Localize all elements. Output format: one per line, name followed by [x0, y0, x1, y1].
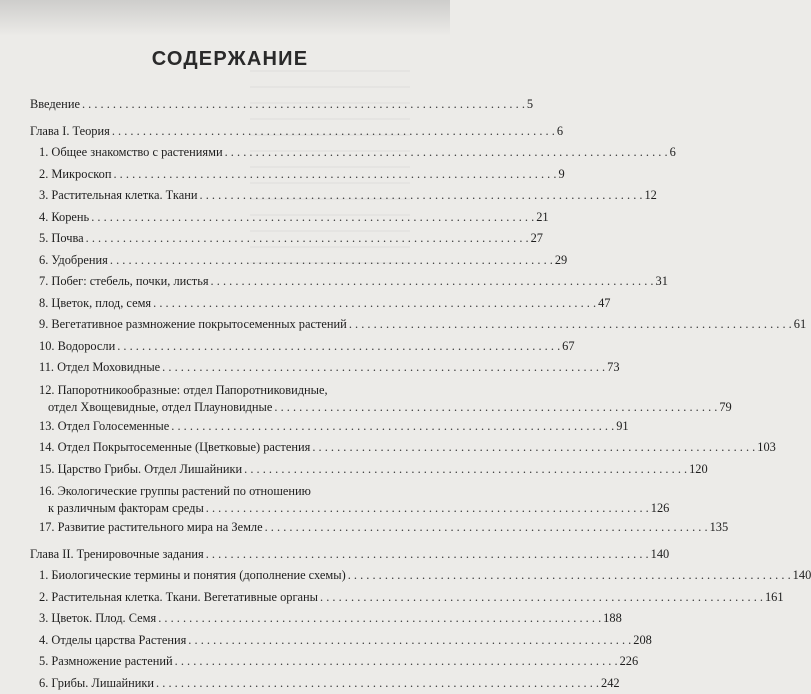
toc-entry-title: Введение — [30, 94, 80, 116]
toc-entry — [30, 271, 430, 293]
toc-entry — [30, 164, 430, 186]
toc-entry — [30, 142, 430, 164]
toc-entry — [30, 314, 430, 336]
leader-dots — [200, 185, 643, 207]
leader-dots — [153, 293, 596, 315]
toc-entry — [30, 437, 430, 459]
leader-dots — [91, 207, 534, 229]
toc-entry — [30, 651, 430, 673]
toc-entry-page: 5 — [527, 94, 533, 116]
toc-entry-title: 6. Удобрения — [39, 250, 108, 272]
toc-entry-title: 4. Отделы царства Растения — [39, 630, 186, 652]
toc-entry-page: 47 — [598, 293, 610, 315]
toc-entry-page: 9 — [558, 164, 564, 186]
toc-entry-title-line2: к различным факторам среды — [48, 499, 204, 517]
toc-entry-page: 67 — [562, 336, 574, 358]
toc-entry-title: Глава I. Теория — [30, 121, 110, 143]
toc-entry-title: 5. Почва — [39, 228, 84, 250]
toc-entry-title-line1: 16. Экологические группы растений по отношению — [39, 483, 430, 499]
toc-entry — [30, 630, 430, 652]
toc-entry-page: 27 — [531, 228, 543, 250]
leader-dots — [348, 565, 791, 587]
toc-entry-title: 3. Растительная клетка. Ткани — [39, 185, 198, 207]
leader-dots — [274, 398, 717, 416]
toc-entry-title: 11. Отдел Моховидные — [39, 357, 160, 379]
toc-entry-page: 140 — [793, 565, 811, 587]
toc-entry-title: 1. Общее знакомство с растениями — [39, 142, 223, 164]
toc-entry-page: 161 — [765, 587, 784, 609]
toc-entry — [30, 565, 430, 587]
toc-entry — [30, 250, 430, 272]
toc-entry — [30, 416, 430, 438]
toc-entry-page: 120 — [689, 459, 708, 481]
toc-entry-page: 61 — [794, 314, 806, 336]
leader-dots — [211, 271, 654, 293]
toc-entry-multiline — [30, 483, 430, 517]
leader-dots — [171, 416, 614, 438]
toc-entry-title: 5. Размножение растений — [39, 651, 173, 673]
toc-entry-page: 226 — [620, 651, 639, 673]
toc-entry-page: 12 — [644, 185, 656, 207]
toc-entry-title: 1. Биологические термины и понятия (дополнение схемы) — [39, 565, 346, 587]
toc-entry-title: 8. Цветок, плод, семя — [39, 293, 151, 315]
toc-entry-page: 126 — [651, 499, 670, 517]
leader-dots — [206, 544, 649, 566]
page-heading: СОДЕРЖАНИЕ — [30, 48, 430, 71]
toc-entry-page: 6 — [670, 142, 676, 164]
toc-entry-title-line2: отдел Хвощевидные, отдел Плауновидные — [48, 398, 272, 416]
toc-entry-intro — [30, 94, 430, 116]
leader-dots — [86, 228, 529, 250]
toc-entry-page: 103 — [757, 437, 776, 459]
toc-chapter-1 — [30, 121, 430, 143]
toc-entry — [30, 336, 430, 358]
toc-entry — [30, 207, 430, 229]
leader-dots — [156, 673, 599, 694]
leader-dots — [82, 94, 525, 116]
toc-entry-page: 188 — [603, 608, 622, 630]
toc-entry-title: 17. Развитие растительного мира на Земле — [39, 517, 263, 539]
toc-entry-page: 135 — [710, 517, 729, 539]
toc-entry — [30, 293, 430, 315]
toc-entry-multiline — [30, 382, 430, 416]
leader-dots — [110, 250, 553, 272]
leader-dots — [265, 517, 708, 539]
leader-dots — [188, 630, 631, 652]
leader-dots — [225, 142, 668, 164]
leader-dots — [312, 437, 755, 459]
toc-entry-page: 21 — [536, 207, 548, 229]
toc-entry-title: 9. Вегетативное размножение покрытосеменных растений — [39, 314, 347, 336]
toc-entry-page: 79 — [719, 398, 731, 416]
leader-dots — [244, 459, 687, 481]
toc-entry-title: 2. Растительная клетка. Ткани. Вегетативные органы — [39, 587, 318, 609]
toc-entry — [30, 185, 430, 207]
toc-entry-page: 29 — [555, 250, 567, 272]
toc-entry-page: 6 — [557, 121, 563, 143]
toc-entry-page: 242 — [601, 673, 620, 694]
bleed-through-top — [0, 0, 450, 36]
toc-entry — [30, 228, 430, 250]
leader-dots — [158, 608, 601, 630]
toc-entry — [30, 608, 430, 630]
table-of-contents — [30, 94, 430, 694]
toc-entry — [30, 517, 430, 539]
toc-entry-title: 13. Отдел Голосеменные — [39, 416, 169, 438]
toc-entry-page: 91 — [616, 416, 628, 438]
toc-entry-title: 14. Отдел Покрытосеменные (Цветковые) растения — [39, 437, 310, 459]
toc-entry — [30, 673, 430, 694]
toc-entry — [30, 587, 430, 609]
toc-entry-title: Глава II. Тренировочные задания — [30, 544, 204, 566]
leader-dots — [206, 499, 649, 517]
toc-entry — [30, 459, 430, 481]
toc-entry-title: 10. Водоросли — [39, 336, 115, 358]
toc-chapter-2 — [30, 544, 430, 566]
toc-entry-page: 73 — [607, 357, 619, 379]
toc-entry-title: 7. Побег: стебель, почки, листья — [39, 271, 209, 293]
toc-entry-title: 15. Царство Грибы. Отдел Лишайники — [39, 459, 242, 481]
leader-dots — [113, 164, 556, 186]
toc-entry-title-line1: 12. Папоротникообразные: отдел Папоротниковидные, — [39, 382, 430, 398]
leader-dots — [162, 357, 605, 379]
toc-entry-page: 31 — [656, 271, 668, 293]
leader-dots — [117, 336, 560, 358]
toc-entry-title: 4. Корень — [39, 207, 89, 229]
toc-entry-title: 3. Цветок. Плод. Семя — [39, 608, 156, 630]
leader-dots — [349, 314, 792, 336]
toc-entry-title: 2. Микроскоп — [39, 164, 111, 186]
leader-dots — [320, 587, 763, 609]
toc-entry-page: 140 — [651, 544, 670, 566]
leader-dots — [175, 651, 618, 673]
leader-dots — [112, 121, 555, 143]
toc-entry — [30, 357, 430, 379]
toc-entry-page: 208 — [633, 630, 652, 652]
toc-entry-title: 6. Грибы. Лишайники — [39, 673, 154, 694]
